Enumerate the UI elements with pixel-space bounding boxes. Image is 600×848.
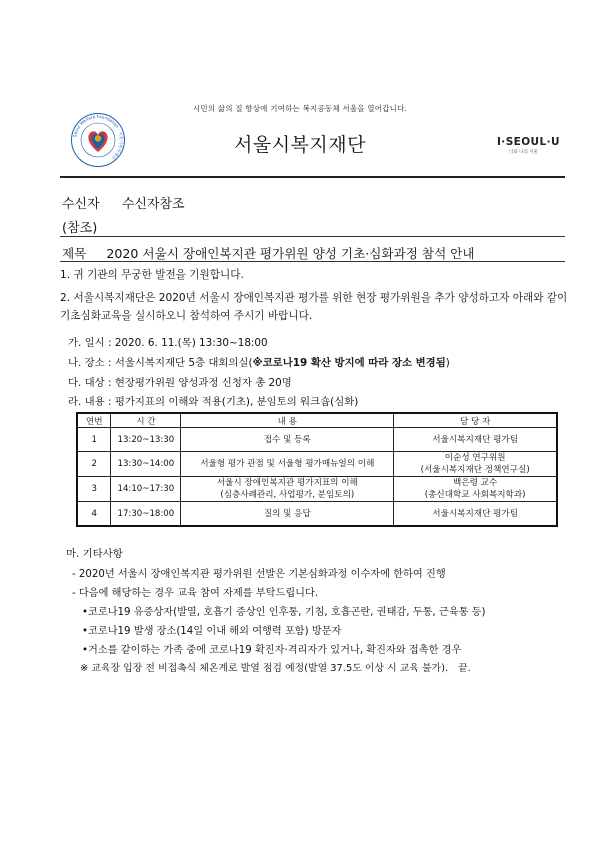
- subject-label: 제목: [62, 246, 87, 261]
- place-text: 나. 장소 : 서울시복지재단 5층 대회의실(: [68, 357, 253, 369]
- paragraph-2: 2. 서울시복지재단은 2020년 서울시 장애인복지관 평가를 위한 현장 평가위원을 추가 양성하고자 아래와 같이 기초심화교육을 실시하오니 참석하여 주시기 바랍니다.: [60, 292, 568, 322]
- item-target: 다. 대상 : 현장평가위원 양성과정 신청자 총 20명: [68, 377, 292, 389]
- subject-bottom-divider: [60, 261, 565, 262]
- content-main: 서울시 장애인복지관 평가지표의 이해: [216, 478, 358, 488]
- logo-ring-text: Seoul Welfare Foundation · 서울시복지재단: [72, 113, 125, 161]
- schedule-table: [76, 412, 558, 527]
- note-text: ※ 교육장 입장 전 비접촉식 체온계로 발열 점검 예정(발열 37.5도 이상 시 교육 불가).: [80, 663, 449, 674]
- cell-content: [181, 477, 394, 502]
- recipient-value: 수신자참조: [121, 197, 185, 212]
- table-row: [77, 477, 557, 502]
- cell-no: 4: [77, 502, 111, 527]
- recipient-row: [62, 193, 185, 212]
- cell-content: 서울형 평가 관점 및 서울형 평가매뉴얼의 이해: [181, 452, 394, 477]
- iseoulu-sub: 너와 나의 서울: [509, 150, 538, 155]
- person-affiliation: (총신대학교 사회복지학과): [424, 490, 526, 500]
- cell-person: 서울시복지재단 평가팀: [394, 502, 557, 527]
- header-time: 시 간: [111, 413, 181, 428]
- reference-row: (참조): [62, 221, 98, 236]
- cell-no: 2: [77, 452, 111, 477]
- header-divider: [60, 176, 565, 178]
- item-content: 라. 내용 : 평가지표의 이해와 적용(기초), 분임토의 워크숍(심화): [68, 396, 359, 408]
- misc-sub-3: •거소를 같이하는 가족 중에 코로나19 확진자·격리자가 있거나, 확진자와 접촉한 경우: [82, 645, 462, 656]
- cell-no: 3: [77, 477, 111, 502]
- misc-note: [80, 660, 471, 674]
- page-title: 서울시복지재단: [234, 134, 366, 156]
- subject-text: 2020 서울시 장애인복지관 평가위원 양성 기초·심화과정 참석 안내: [106, 246, 475, 261]
- cell-person: 서울시복지재단 평가팀: [394, 428, 557, 452]
- person-affiliation: (서울시복지재단 정책연구실): [420, 465, 530, 475]
- place-close: ): [445, 357, 450, 369]
- misc-sub-1: •코로나19 유증상자(발열, 호흡기 증상인 인후통, 기침, 호흡곤란, 권태감, 두통, 근육통 등): [82, 607, 486, 618]
- cell-time: 14:10~17:30: [111, 477, 181, 502]
- cell-time: 17:30~18:00: [111, 502, 181, 527]
- content-detail: (심층사례관리, 사업평가, 분임토의): [220, 490, 355, 500]
- cell-time: 13:30~14:00: [111, 452, 181, 477]
- cell-time: 13:20~13:30: [111, 428, 181, 452]
- person-name: 이순성 연구위원: [444, 453, 506, 463]
- misc-title: 마. 기타사항: [66, 548, 123, 560]
- item-place: [68, 354, 450, 369]
- end-mark: 끝.: [458, 663, 471, 674]
- misc-sub-2: •코로나19 발생 장소(14일 이내 해외 여행력 포함) 방문자: [82, 626, 342, 637]
- table-row: [77, 428, 557, 452]
- subject-row: [62, 243, 475, 262]
- table-row: [77, 452, 557, 477]
- place-note: ※코로나19 확산 방지에 따라 장소 변경됨: [252, 357, 446, 369]
- iseoulu-logo: I·SEOUL·U: [497, 136, 560, 148]
- header-content: 내 용: [181, 413, 394, 428]
- header-person: 담 당 자: [394, 413, 557, 428]
- table-header-row: [77, 413, 557, 428]
- person-name: 백은령 교수: [453, 478, 498, 488]
- misc-line-2: - 다음에 해당하는 경우 교육 참여 자제를 부탁드립니다.: [72, 588, 319, 599]
- cell-person: [394, 477, 557, 502]
- header-no: 연번: [77, 413, 111, 428]
- cell-content: 질의 및 응답: [181, 502, 394, 527]
- subject-top-divider: [60, 236, 565, 237]
- misc-line-1: - 2020년 서울시 장애인복지관 평가위원 선발은 기본심화과정 이수자에 한하여 진행: [72, 569, 446, 580]
- cell-no: 1: [77, 428, 111, 452]
- paragraph-1: 1. 귀 기관의 무궁한 발전을 기원합니다.: [60, 269, 244, 281]
- recipient-label: 수신자: [62, 197, 100, 212]
- motto-text: 시민의 삶의 질 향상에 기여하는 복지공동체 서울을 열어갑니다.: [192, 104, 408, 113]
- item-date: 가. 일시 : 2020. 6. 11.(목) 13:30~18:00: [68, 337, 268, 349]
- cell-content: 접수 및 등록: [181, 428, 394, 452]
- table-row: [77, 502, 557, 527]
- cell-person: [394, 452, 557, 477]
